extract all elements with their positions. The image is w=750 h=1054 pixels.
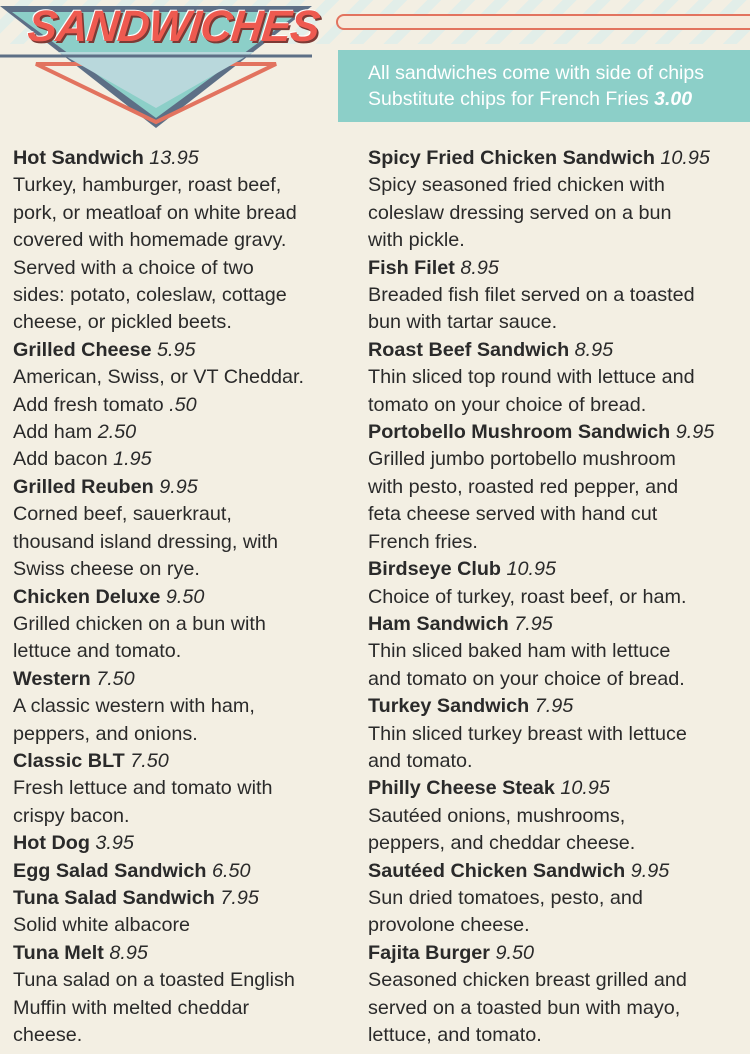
menu-item-name: Tuna Salad Sandwich bbox=[13, 886, 215, 909]
menu-item-name: Hot Dog bbox=[13, 832, 90, 855]
menu-item-price: 7.95 bbox=[514, 612, 553, 635]
note-line-2 bbox=[368, 86, 750, 112]
menu-item-heading bbox=[368, 145, 750, 172]
menu-item-heading bbox=[13, 584, 353, 611]
menu-item-name: Grilled Cheese bbox=[13, 338, 152, 361]
menu-item-heading bbox=[13, 666, 353, 693]
menu-item-name: Hot Sandwich bbox=[13, 147, 144, 169]
menu-item-heading bbox=[368, 940, 750, 967]
menu-item-name: Roast Beef Sandwich bbox=[368, 338, 570, 361]
menu-item-description: Spicy seasoned fried chicken with bbox=[368, 174, 665, 197]
menu-item-description: Grilled chicken on a bun with bbox=[13, 612, 266, 635]
menu-column-right bbox=[368, 145, 750, 1049]
menu-item-description: bun with tartar sauce. bbox=[368, 311, 558, 334]
menu-item-description: Sautéed onions, mushrooms, bbox=[368, 804, 626, 827]
menu-item-description: Grilled jumbo portobello mushroom bbox=[368, 448, 676, 471]
menu-item-name: Philly Cheese Steak bbox=[368, 777, 555, 800]
menu-item-description: Swiss cheese on rye. bbox=[13, 558, 200, 581]
menu-item-price: 13.95 bbox=[149, 147, 199, 169]
menu-item-price: 3.95 bbox=[95, 832, 134, 855]
menu-item-description: Thin sliced turkey breast with lettuce bbox=[368, 722, 687, 745]
banner-diamond-center bbox=[58, 52, 254, 108]
menu-item-description: thousand island dressing, with bbox=[13, 530, 279, 553]
menu-item-description: covered with homemade gravy. bbox=[13, 229, 287, 252]
menu-item-name: Fish Filet bbox=[368, 256, 455, 279]
menu-item-price: 8.95 bbox=[109, 941, 148, 964]
menu-item-name: Portobello Mushroom Sandwich bbox=[368, 421, 671, 444]
menu-item-description: with pickle. bbox=[368, 229, 465, 252]
addon-text: Add fresh tomato bbox=[13, 393, 164, 416]
menu-item-description: feta cheese served with hand cut bbox=[368, 503, 658, 526]
menu-item-name: Fajita Burger bbox=[368, 941, 491, 964]
menu-item-heading bbox=[368, 858, 750, 885]
menu-item-description: Sun dried tomatoes, pesto, and bbox=[368, 886, 643, 909]
menu-item-description: A classic western with ham, bbox=[13, 695, 255, 718]
menu-item-description: and tomato. bbox=[368, 749, 473, 772]
menu-item-description: crispy bacon. bbox=[13, 804, 130, 827]
menu-item-price: 10.95 bbox=[506, 558, 557, 581]
menu-item-price: 10.95 bbox=[660, 147, 710, 169]
decorative-rule bbox=[336, 14, 750, 30]
menu-item-heading bbox=[368, 611, 750, 638]
menu-item-description: cheese. bbox=[13, 1024, 83, 1046]
menu-item-description: tomato on your choice of bread. bbox=[368, 393, 647, 416]
menu-item-price: 10.95 bbox=[560, 777, 610, 800]
addon-text: Add ham bbox=[13, 421, 93, 444]
menu-item-name: Spicy Fried Chicken Sandwich bbox=[368, 147, 655, 169]
menu-item-heading bbox=[13, 885, 353, 912]
menu-item-description: Thin sliced baked ham with lettuce bbox=[368, 640, 671, 663]
menu-item-description: with pesto, roasted red pepper, and bbox=[368, 475, 679, 498]
menu-item-price: 9.95 bbox=[675, 421, 715, 444]
menu-item-price: 6.50 bbox=[211, 859, 251, 882]
menu-item-price: 9.50 bbox=[165, 585, 205, 608]
menu-item-description: Muffin with melted cheddar bbox=[13, 996, 250, 1019]
menu-item-name: Turkey Sandwich bbox=[368, 695, 530, 718]
menu-item-price: 7.50 bbox=[130, 749, 169, 772]
menu-item-addon bbox=[13, 392, 353, 419]
menu-item-price: 5.95 bbox=[157, 338, 196, 361]
menu-item-description: French fries. bbox=[368, 530, 478, 553]
menu-item-heading bbox=[13, 145, 353, 172]
menu-item-name: Sautéed Chicken Sandwich bbox=[368, 859, 626, 882]
menu-item-name: Classic BLT bbox=[13, 749, 125, 772]
menu-item-description: Solid white albacore bbox=[13, 914, 191, 937]
menu-item-description: American, Swiss, or VT Cheddar. bbox=[13, 366, 304, 389]
menu-item-name: Chicken Deluxe bbox=[13, 585, 161, 608]
note-line-2-text: Substitute chips for French Fries bbox=[368, 88, 649, 110]
menu-item-heading bbox=[368, 775, 750, 802]
menu-item-price: 8.95 bbox=[574, 338, 614, 361]
menu-item-name: Egg Salad Sandwich bbox=[13, 859, 207, 882]
addon-price: 2.50 bbox=[97, 421, 137, 444]
menu-item-description: lettuce and tomato. bbox=[13, 640, 182, 663]
menu-item-description: sides: potato, coleslaw, cottage bbox=[13, 284, 287, 307]
menu-item-description: coleslaw dressing served on a bun bbox=[368, 201, 672, 224]
note-line-1: All sandwiches come with side of chips bbox=[368, 62, 704, 84]
menu-item-price: 9.95 bbox=[159, 475, 198, 498]
addon-price: .50 bbox=[169, 393, 197, 416]
menu-item-heading bbox=[13, 337, 353, 364]
menu-item-price: 7.95 bbox=[534, 695, 574, 718]
menu-item-description: Turkey, hamburger, roast beef, bbox=[13, 174, 282, 197]
menu-item-description: Seasoned chicken breast grilled and bbox=[368, 969, 687, 992]
menu-item-heading bbox=[368, 337, 750, 364]
menu-item-heading bbox=[368, 255, 750, 282]
menu-item-heading bbox=[368, 419, 750, 446]
menu-item-description: Breaded fish filet served on a toasted bbox=[368, 284, 695, 307]
menu-item-name: Western bbox=[13, 667, 91, 690]
menu-item-price: 7.95 bbox=[220, 886, 259, 909]
menu-item-description: Corned beef, sauerkraut, bbox=[13, 503, 232, 526]
menu-item-description: peppers, and cheddar cheese. bbox=[368, 832, 636, 855]
menu-item-heading bbox=[13, 830, 353, 857]
page-title: SANDWICHES bbox=[25, 2, 322, 51]
menu-item-heading bbox=[13, 748, 353, 775]
menu-item-name: Ham Sandwich bbox=[368, 612, 509, 635]
menu-item-description: pork, or meatloaf on white bread bbox=[13, 201, 297, 224]
menu-item-heading bbox=[13, 474, 353, 501]
menu-item-description: provolone cheese. bbox=[368, 914, 530, 937]
addon-text: Add bacon bbox=[13, 448, 108, 471]
menu-item-heading bbox=[368, 556, 750, 583]
menu-item-heading bbox=[13, 858, 353, 885]
menu-item-description: and tomato on your choice of bread. bbox=[368, 667, 685, 690]
menu-item-addon bbox=[13, 446, 353, 473]
menu-item-description: Fresh lettuce and tomato with bbox=[13, 777, 273, 800]
menu-item-description: lettuce, and tomato. bbox=[368, 1024, 542, 1046]
chips-note-box bbox=[338, 50, 750, 122]
menu-item-description: Served with a choice of two bbox=[13, 256, 254, 279]
menu-item-description: peppers, and onions. bbox=[13, 722, 198, 745]
menu-item-heading bbox=[13, 940, 353, 967]
menu-column-left bbox=[13, 145, 353, 1049]
menu-item-price: 9.95 bbox=[630, 859, 670, 882]
menu-item-heading bbox=[368, 693, 750, 720]
note-line-2-price: 3.00 bbox=[654, 88, 693, 110]
addon-price: 1.95 bbox=[113, 448, 152, 471]
menu-item-price: 7.50 bbox=[96, 667, 135, 690]
menu-item-addon bbox=[13, 419, 353, 446]
menu-item-price: 9.50 bbox=[495, 941, 535, 964]
menu-item-name: Tuna Melt bbox=[13, 941, 104, 964]
menu-item-description: served on a toasted bun with mayo, bbox=[368, 996, 681, 1019]
menu-item-description: Tuna salad on a toasted English bbox=[13, 969, 295, 992]
menu-item-description: cheese, or pickled beets. bbox=[13, 311, 232, 334]
menu-item-description: Thin sliced top round with lettuce and bbox=[368, 366, 695, 389]
menu-item-name: Grilled Reuben bbox=[13, 475, 154, 498]
menu-item-price: 8.95 bbox=[460, 256, 499, 279]
menu-item-description: Choice of turkey, roast beef, or ham. bbox=[368, 585, 687, 608]
menu-item-name: Birdseye Club bbox=[368, 558, 502, 581]
